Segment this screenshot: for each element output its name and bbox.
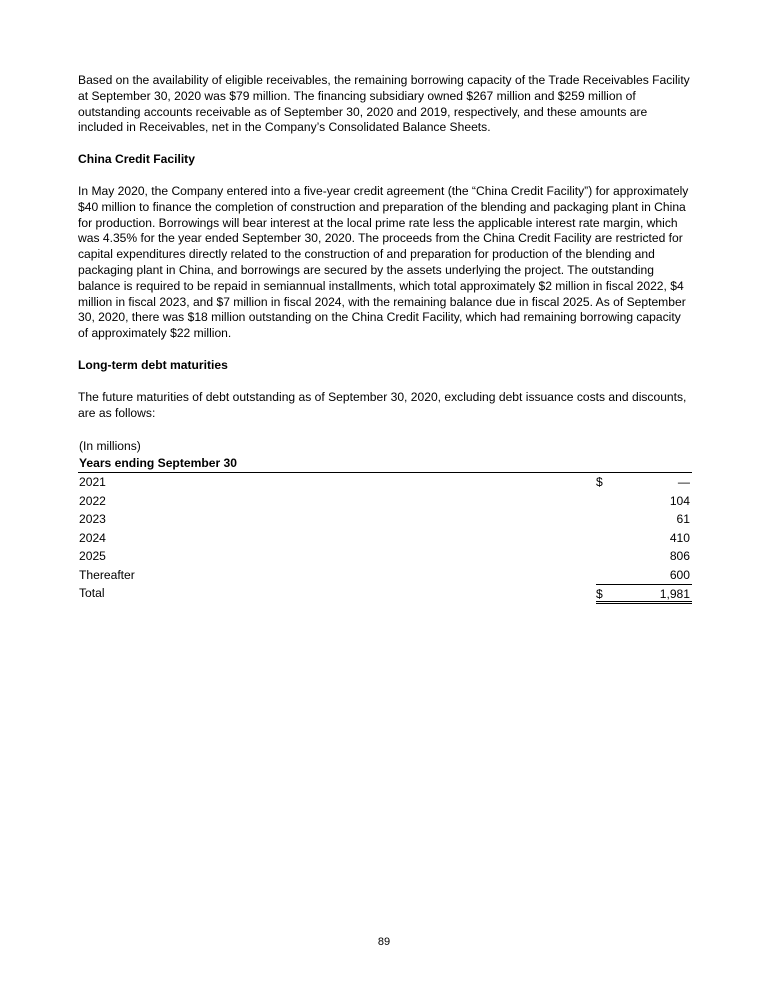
debt-maturities-table (78, 437, 692, 603)
amount-cell (596, 510, 692, 529)
row-value: — (677, 475, 690, 490)
page-number: 89 (377, 936, 391, 948)
document-page (78, 73, 692, 603)
maturities-paragraph: The future maturities of debt outstanding as of September 30, 2020, excluding debt issuance costs and discounts, are as follows: (78, 389, 687, 420)
table-row (78, 566, 692, 585)
total-label: Total (79, 586, 105, 601)
row-value: 410 (669, 530, 690, 545)
row-label: 2021 (79, 475, 106, 490)
currency-symbol: $ (596, 587, 603, 602)
table-row (78, 492, 692, 511)
table-row (78, 473, 692, 492)
china-credit-facility-heading: China Credit Facility (78, 152, 195, 167)
amount-cell (596, 566, 692, 585)
receivables-paragraph: Based on the availability of eligible receivables, the remaining borrowing capacity of the Trade Receivables Facility at September 30, 2020 was $79 million. The financing subsidiary owned $267 million and $259 million of outstanding accounts receivable as of September 30, 2020 and 2019, respectively, and these amounts are included in Receivables, net in the Company’s Consolidated Balance Sheets. (78, 73, 690, 135)
currency-symbol (596, 510, 610, 529)
table-header: Years ending September 30 (78, 455, 692, 473)
table-row (78, 547, 692, 566)
row-value: 104 (669, 493, 690, 508)
row-label: 2023 (79, 512, 106, 527)
row-label: 2025 (79, 549, 106, 564)
row-value: 600 (669, 567, 690, 582)
currency-symbol (596, 566, 610, 585)
row-label: Thereafter (79, 567, 135, 582)
row-value: 806 (669, 549, 690, 564)
currency-symbol (596, 492, 610, 511)
row-label: 2022 (79, 493, 106, 508)
long-term-debt-maturities-heading: Long-term debt maturities (78, 357, 228, 372)
row-value: 61 (676, 512, 690, 527)
table-row (78, 529, 692, 548)
currency-symbol (596, 529, 610, 548)
row-label: 2024 (79, 530, 106, 545)
amount-cell (596, 547, 692, 566)
table-total-row (78, 584, 692, 603)
total-amount-cell (596, 584, 692, 604)
currency-symbol: $ (596, 475, 603, 490)
amount-cell (596, 473, 692, 492)
china-credit-facility-paragraph: In May 2020, the Company entered into a five-year credit agreement (the “China Credit Facility”) for approximately $40 million to finance the completion of construction and preparation of the blending and packaging plant in China for production. Borrowings will bear interest at the local prime rate less the applicable interest rate margin, which was 4.35% for the year ended September 30, 2020. The proceeds from the China Credit Facility are restricted for capital expenditures directly related to the construction of and preparation for production of the blending and packaging plant in China, and borrowings are secured by the assets underlying the project. The outstanding balance is required to be repaid in semiannual installments, which total approximately $2 million in fiscal 2022, $4 million in fiscal 2023, and $7 million in fiscal 2024, with the remaining balance due in fiscal 2025. As of September 30, 2020, there was $18 million outstanding on the China Credit Facility, which had remaining borrowing capacity of approximately $22 million. (78, 183, 689, 341)
total-value: 1,981 (659, 587, 690, 602)
amount-cell (596, 492, 692, 511)
amount-cell (596, 529, 692, 548)
table-row (78, 510, 692, 529)
currency-symbol (596, 547, 610, 566)
table-units-label: (In millions) (79, 439, 141, 454)
